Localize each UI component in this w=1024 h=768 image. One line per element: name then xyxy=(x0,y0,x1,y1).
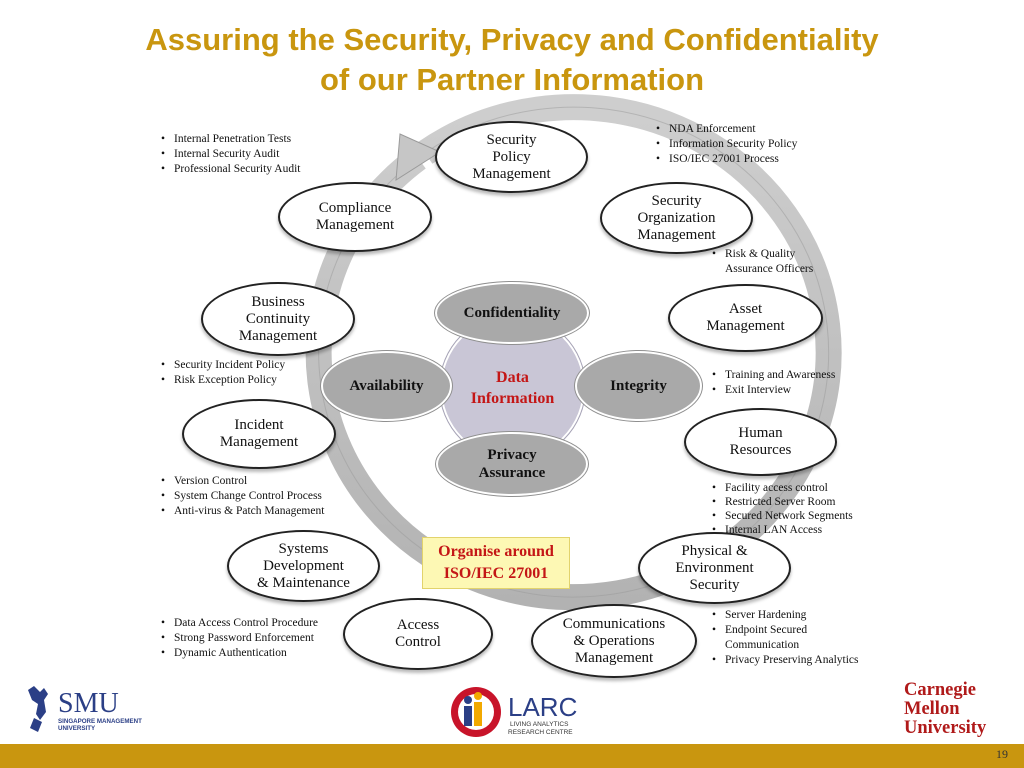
smu-subtitle-1: SINGAPORE MANAGEMENT xyxy=(58,718,142,725)
bullet-item: • Facility access control xyxy=(710,481,853,495)
larc-wordmark: LARC xyxy=(508,692,578,722)
node-incident-management: Incident Management xyxy=(182,399,336,469)
node-security-organization-management: Security Organization Management xyxy=(600,182,753,254)
node-communications-operations-management: Communications & Operations Management xyxy=(531,604,697,678)
bullets-incident xyxy=(159,358,285,388)
bullet-item: • Risk Exception Policy xyxy=(159,373,285,388)
bullet-item: • Internal Security Audit xyxy=(159,147,301,162)
page-number: 19 xyxy=(996,747,1008,761)
bullet-item: • ISO/IEC 27001 Process xyxy=(654,152,797,167)
node-security-policy-management: Security Policy Management xyxy=(435,121,588,193)
privacy-assurance-ellipse: Privacy Assurance xyxy=(436,432,588,496)
bullet-item: • NDA Enforcement xyxy=(654,122,797,137)
cmu-line-2: Mellon xyxy=(904,699,960,719)
iso-27001-callout: Organise around ISO/IEC 27001 xyxy=(422,537,570,589)
bullet-item: • Information Security Policy xyxy=(654,137,797,152)
bullets-systems-development xyxy=(159,474,324,519)
integrity-ellipse: Integrity xyxy=(575,351,702,421)
node-business-continuity-management: Business Continuity Management xyxy=(201,282,355,356)
cmu-logo xyxy=(904,681,1014,738)
bullets-security-organization xyxy=(710,247,813,277)
bullet-item: • Strong Password Enforcement xyxy=(159,631,318,646)
bullet-item: • Internal Penetration Tests xyxy=(159,132,301,147)
bullet-item: • Risk & Quality xyxy=(710,247,813,262)
bullets-security-policy xyxy=(654,122,797,167)
footer-bar xyxy=(0,744,1024,768)
bullet-item: • Internal LAN Access xyxy=(710,523,853,537)
bullet-item: • Anti-virus & Patch Management xyxy=(159,504,324,519)
smu-logo xyxy=(26,684,176,736)
bullet-item: • Endpoint Secured xyxy=(710,623,859,638)
bullet-item: • Security Incident Policy xyxy=(159,358,285,373)
node-asset-management: Asset Management xyxy=(668,284,823,352)
bullets-human-resources xyxy=(710,368,835,398)
bullet-item: • Restricted Server Room xyxy=(710,495,853,509)
bullet-item: • Training and Awareness xyxy=(710,368,835,383)
bullets-communications xyxy=(710,608,859,668)
cmu-line-3: University xyxy=(904,718,987,738)
availability-ellipse: Availability xyxy=(321,351,452,421)
title-line-1: Assuring the Security, Privacy and Confidentiality xyxy=(145,22,879,57)
confidentiality-ellipse: Confidentiality xyxy=(435,282,589,344)
bullet-continuation: Communication xyxy=(725,639,800,651)
larc-subtitle-2: RESEARCH CENTRE xyxy=(508,729,573,736)
bullet-item: • Dynamic Authentication xyxy=(159,646,318,661)
bullets-physical-environment xyxy=(710,481,853,537)
bullet-item: • Secured Network Segments xyxy=(710,509,853,523)
node-human-resources: Human Resources xyxy=(684,408,837,476)
bullet-item: • Exit Interview xyxy=(710,383,835,398)
bullet-item: • Server Hardening xyxy=(710,608,859,623)
node-access-control: Access Control xyxy=(343,598,493,670)
node-physical-environment-security: Physical & Environment Security xyxy=(638,532,791,604)
bullets-access-control xyxy=(159,616,318,661)
bullet-item: • Privacy Preserving Analytics xyxy=(710,653,859,668)
cmu-line-1: Carnegie xyxy=(904,680,976,700)
smu-subtitle-2: UNIVERSITY xyxy=(58,725,96,732)
bullet-item: • System Change Control Process xyxy=(159,489,324,504)
bullets-compliance xyxy=(159,132,301,177)
smu-wordmark: SMU xyxy=(58,688,119,719)
smu-lion-icon xyxy=(28,686,48,732)
node-compliance-management: Compliance Management xyxy=(278,182,432,252)
bullet-item: • Data Access Control Procedure xyxy=(159,616,318,631)
bullet-item: • Professional Security Audit xyxy=(159,162,301,177)
title-line-2: of our Partner Information xyxy=(319,62,705,97)
larc-subtitle-1: LIVING ANALYTICS xyxy=(510,721,569,728)
larc-emblem-icon xyxy=(451,687,501,737)
node-systems-development-maintenance: Systems Development & Maintenance xyxy=(227,530,380,602)
larc-logo xyxy=(450,684,610,740)
bullet-item: • Version Control xyxy=(159,474,324,489)
bullet-continuation: Assurance Officers xyxy=(725,263,814,275)
data-information-circle: Data Information xyxy=(440,315,585,460)
